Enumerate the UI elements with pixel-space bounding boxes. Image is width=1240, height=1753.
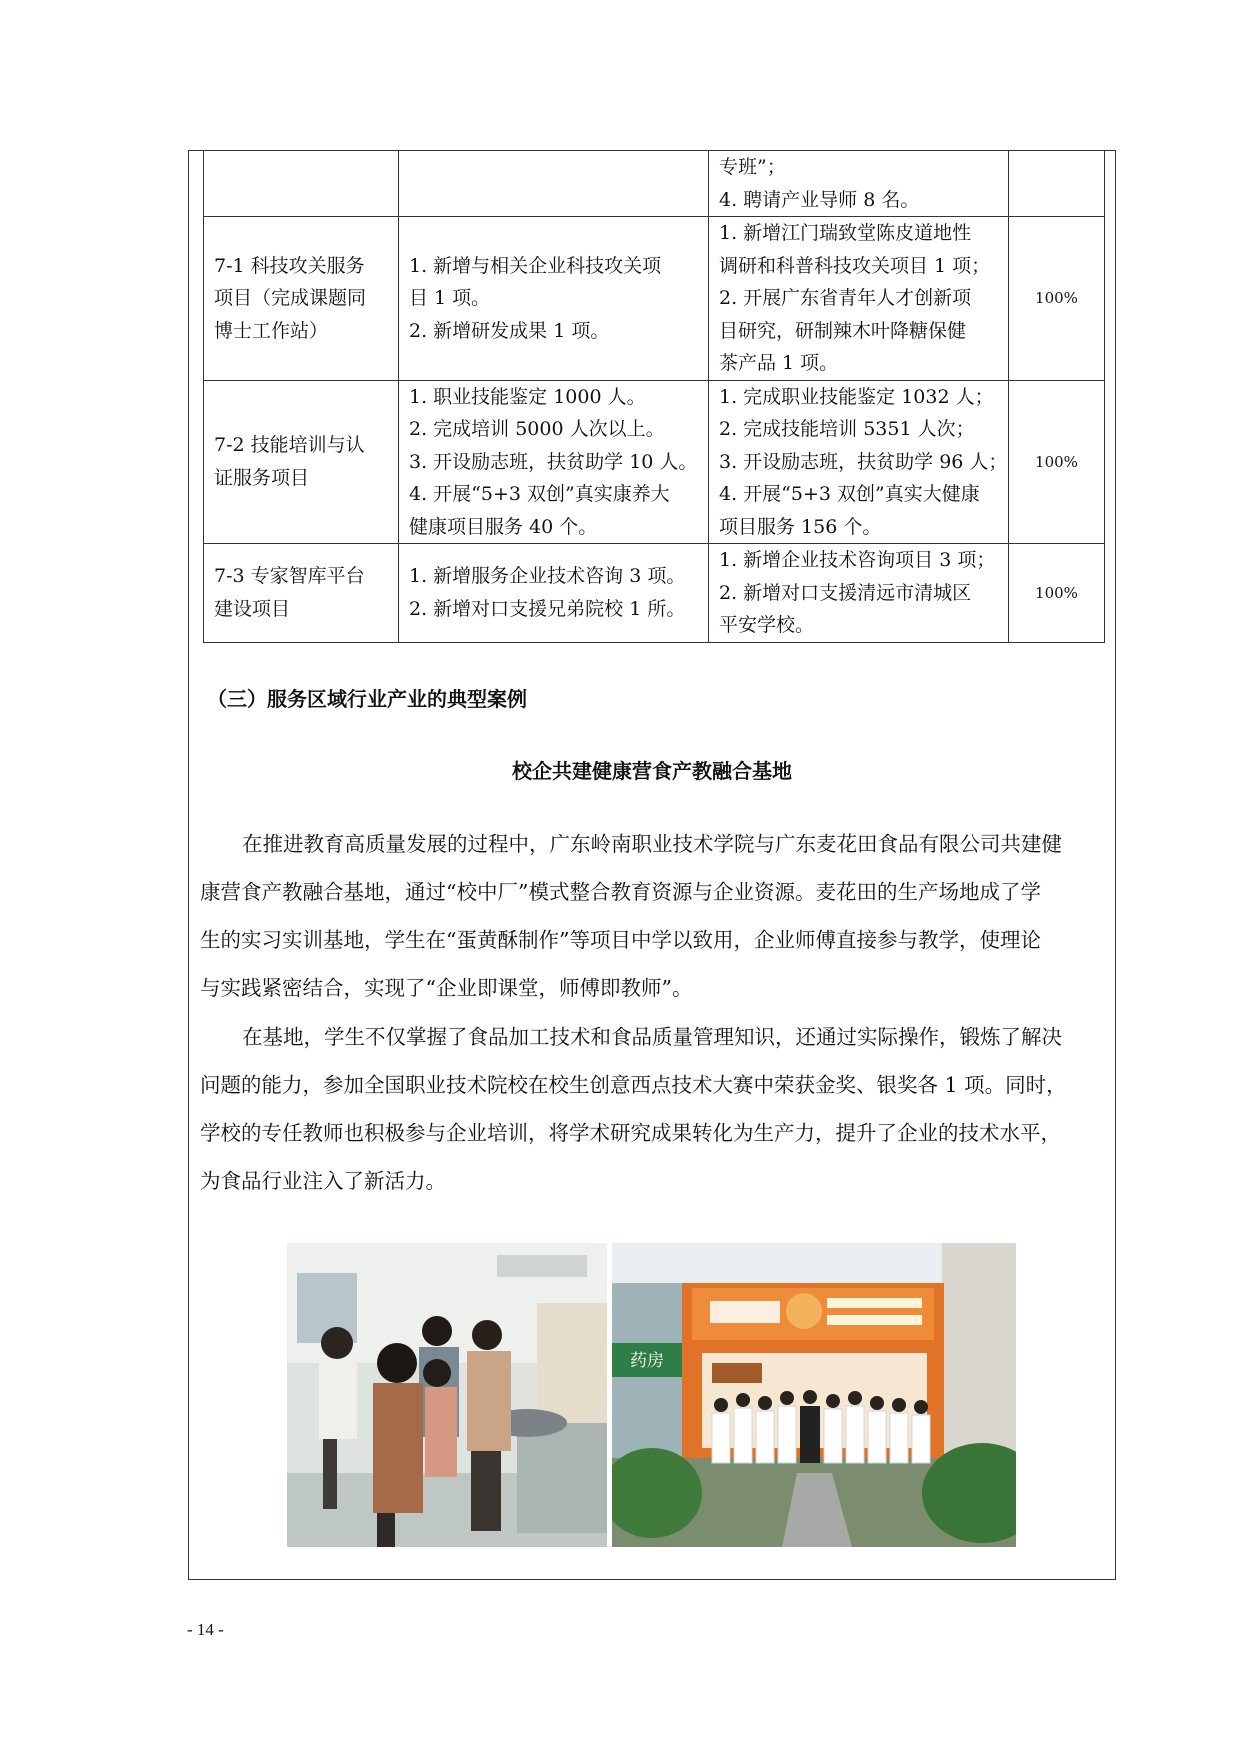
cell-line: 项目（完成课题同 (214, 287, 367, 309)
table-cell-item (204, 217, 399, 381)
cell-line: 7-2 技能培训与认 (214, 434, 365, 457)
cell-line: 7-1 科技攻关服务 (214, 254, 365, 277)
table-cell-done (709, 380, 1009, 544)
cell-line: 2. 完成培训 5000 人次以上。 (409, 418, 665, 440)
cell-line: 2. 新增研发成果 1 项。 (409, 319, 610, 342)
table-cell-target (399, 380, 709, 544)
cell-line: 目 1 项。 (409, 287, 491, 309)
paragraph-line: 为食品行业注入了新活力。 (200, 1169, 446, 1193)
cell-line: 1. 新增江门瑞致堂陈皮道地性 (719, 222, 972, 244)
paragraph-line: 问题的能力，参加全国职业技术院校在校生创意西点技术大赛中荣获金奖、银奖各 1 项。同时， (200, 1073, 1067, 1097)
cell-line: 2. 新增对口支援兄弟院校 1 所。 (409, 597, 686, 620)
paragraph-line: 生的实习实训基地，学生在“蛋黄酥制作”等项目中学以致用，企业师傅直接参与教学，使理论 (200, 928, 1041, 952)
cell-line: 4. 开展“5+3 双创”真实康养大 (409, 483, 670, 505)
table-cell-rate: 100% (1009, 217, 1105, 381)
cell-line: 目研究，研制辣木叶降糖保健 (719, 319, 967, 342)
cell-line: 项目服务 156 个。 (719, 515, 882, 538)
paragraph-1 (200, 820, 1105, 1012)
cell-line: 2. 完成技能培训 5351 人次； (719, 418, 975, 440)
table-cell-target (399, 544, 709, 643)
paragraph-line: 康营食产教融合基地，通过“校中厂”模式整合教育资源与企业资源。麦花田的生产场地成了学 (200, 880, 1041, 904)
cell-line: 1. 职业技能鉴定 1000 人。 (409, 385, 646, 408)
table-cell-target (399, 217, 709, 381)
table-row (204, 380, 1105, 544)
cell-line: 3. 开设励志班，扶贫助学 96 人； (719, 450, 1008, 473)
table-cell-target (399, 151, 709, 217)
case-title: 校企共建健康营食产教融合基地 (512, 759, 792, 783)
cell-line: 平安学校。 (719, 614, 815, 636)
table-cell-rate: 100% (1009, 544, 1105, 643)
cell-line: 博士工作站） (214, 319, 329, 342)
table-cell-done (709, 217, 1009, 381)
table-row (204, 544, 1105, 643)
table-cell-done (709, 151, 1009, 217)
pharmacy-sign: 药房 (630, 1351, 664, 1371)
cell-line: 调研和科普科技攻关项目 1 项； (719, 254, 991, 277)
paragraph-line: 在推进教育高质量发展的过程中，广东岭南职业技术学院与广东麦花田食品有限公司共建健 (242, 832, 1062, 856)
cell-line: 7-3 专家智库平台 (214, 565, 365, 588)
photo-kitchen-training (287, 1243, 607, 1547)
table-cell-rate: 100% (1009, 380, 1105, 544)
cell-line: 专班”； (719, 156, 786, 178)
cell-line: 建设项目 (214, 597, 291, 620)
section-heading: （三）服务区域行业产业的典型案例 (207, 687, 527, 711)
table-row (204, 151, 1105, 217)
cell-line: 茶产品 1 项。 (719, 352, 839, 374)
table-row (204, 217, 1105, 381)
photo-shop-group (612, 1243, 1016, 1547)
cell-line: 4. 开展“5+3 双创”真实大健康 (719, 483, 980, 505)
table-cell-item (204, 544, 399, 643)
cell-line: 健康项目服务 40 个。 (409, 515, 598, 538)
table-cell-done (709, 544, 1009, 643)
cell-line: 4. 聘请产业导师 8 名。 (719, 188, 920, 211)
cell-line: 1. 新增企业技术咨询项目 3 项； (719, 549, 996, 571)
cell-line: 1. 新增与相关企业科技攻关项 (409, 254, 662, 277)
cell-line: 3. 开设励志班，扶贫助学 10 人。 (409, 450, 698, 473)
paragraph-2 (200, 1013, 1105, 1205)
page-number: - 14 - (187, 1620, 224, 1639)
table-cell-item (204, 380, 399, 544)
cell-line: 1. 新增服务企业技术咨询 3 项。 (409, 565, 686, 588)
cell-line: 2. 开展广东省青年人才创新项 (719, 287, 972, 309)
cell-line: 1. 完成职业技能鉴定 1032 人； (719, 385, 994, 408)
cell-line: 证服务项目 (214, 466, 310, 489)
paragraph-line: 与实践紧密结合，实现了“企业即课堂，师傅即教师”。 (200, 976, 693, 1000)
paragraph-line: 学校的专任教师也积极参与企业培训，将学术研究成果转化为生产力，提升了企业的技术水平， (200, 1121, 1061, 1145)
paragraph-line: 在基地，学生不仅掌握了食品加工技术和食品质量管理知识，还通过实际操作，锻炼了解决 (242, 1025, 1062, 1049)
cell-line: 2. 新增对口支援清远市清城区 (719, 581, 972, 604)
table-cell-item (204, 151, 399, 217)
table-cell-rate (1009, 151, 1105, 217)
achievement-table (203, 150, 1105, 643)
